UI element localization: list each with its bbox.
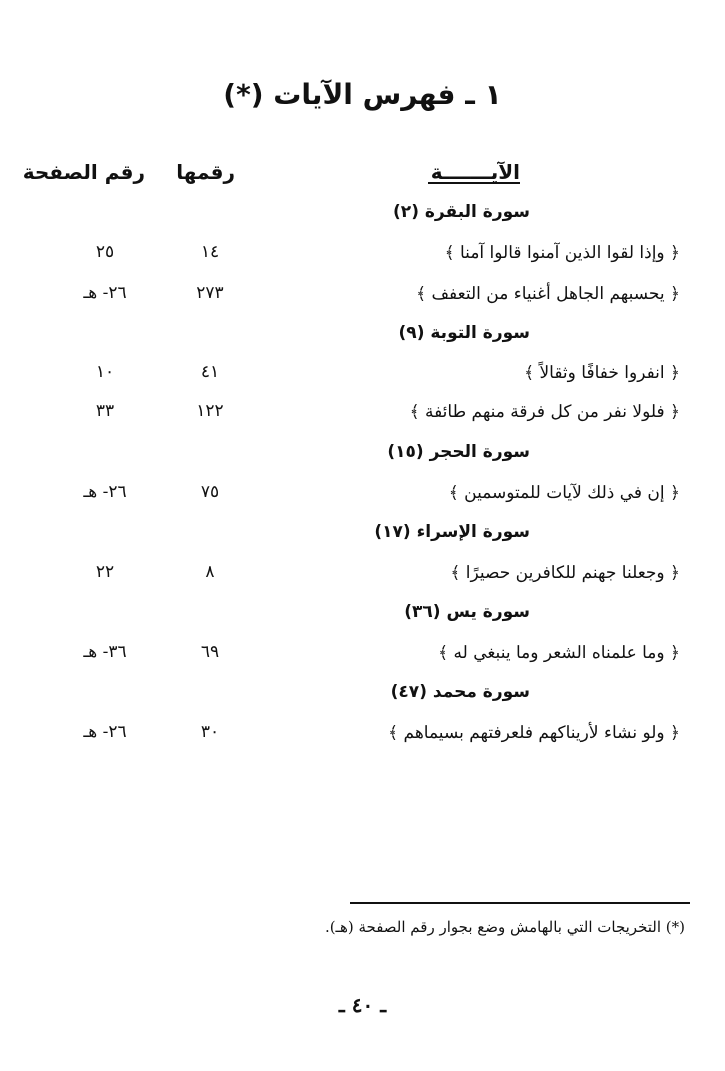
footnote: (*) التخريجات التي بالهامش وضع بجوار رقم الصفحة (هـ). xyxy=(324,918,685,936)
table-row xyxy=(0,642,725,672)
surah-heading xyxy=(0,602,725,632)
table-row xyxy=(0,722,725,752)
page-ref: ٣٣ xyxy=(95,401,115,421)
surah-heading xyxy=(0,682,725,712)
page-ref: ٢٥ xyxy=(95,242,115,262)
page-ref: ١٠ xyxy=(95,362,115,382)
table-row xyxy=(0,362,725,392)
page-number: ـ ٤٠ ـ xyxy=(338,993,387,1017)
ayah-number: ١٢٢ xyxy=(196,401,224,421)
ayah-text: ﴿ إن في ذلك لآيات للمتوسمين ﴾ xyxy=(448,483,680,503)
ayah-number: ١٤ xyxy=(200,242,220,262)
surah-name: سورة التوبة (٩) xyxy=(398,323,530,343)
ayah-text: ﴿ ولو نشاء لأريناكهم فلعرفتهم بسيماهم ﴾ xyxy=(388,723,680,743)
header-underline xyxy=(428,182,520,184)
ayah-text: ﴿ انفروا خفافًا وثقالاً ﴾ xyxy=(524,363,680,383)
table-row xyxy=(0,482,725,512)
ayah-text: ﴿ فلولا نفر من كل فرقة منهم طائفة ﴾ xyxy=(409,402,680,422)
column-header-page: رقم الصفحة xyxy=(22,160,145,184)
page-ref: ٣٦- هـ xyxy=(83,642,127,662)
ayah-text: ﴿ وما علمناه الشعر وما ينبغي له ﴾ xyxy=(438,643,680,663)
ayah-text: ﴿ وجعلنا جهنم للكافرين حصيرًا ﴾ xyxy=(450,563,680,583)
footnote-divider xyxy=(350,902,690,904)
surah-heading xyxy=(0,202,725,232)
ayah-text: ﴿ وإذا لقوا الذين آمنوا قالوا آمنا ﴾ xyxy=(444,243,680,263)
surah-name: سورة محمد (٤٧) xyxy=(390,682,530,702)
ayah-text: ﴿ يحسبهم الجاهل أغنياء من التعفف ﴾ xyxy=(416,284,680,304)
table-row xyxy=(0,242,725,272)
ayah-number: ٢٧٣ xyxy=(196,283,224,303)
ayah-number: ٦٩ xyxy=(200,642,220,662)
surah-name: سورة يس (٣٦) xyxy=(404,602,530,622)
surah-name: سورة الإسراء (١٧) xyxy=(374,522,530,542)
page-ref: ٢٦- هـ xyxy=(83,482,127,502)
column-header-number: رقمها xyxy=(176,160,235,184)
ayah-number: ٧٥ xyxy=(200,482,220,502)
table-row xyxy=(0,562,725,592)
surah-heading xyxy=(0,323,725,353)
ayah-number: ٣٠ xyxy=(200,722,220,742)
page-ref: ٢٦- هـ xyxy=(83,283,127,303)
page-title: ١ ـ فهرس الآيات (*) xyxy=(223,78,502,111)
page-ref: ٢٦- هـ xyxy=(83,722,127,742)
surah-heading xyxy=(0,522,725,552)
table-row xyxy=(0,283,725,313)
page-ref: ٢٢ xyxy=(95,562,115,582)
surah-name: سورة البقرة (٢) xyxy=(393,202,530,222)
surah-name: سورة الحجر (١٥) xyxy=(387,442,530,462)
column-header-ayah: الآيـــــــة xyxy=(430,160,520,184)
ayah-number: ٨ xyxy=(205,562,215,582)
table-row xyxy=(0,401,725,431)
ayah-number: ٤١ xyxy=(200,362,220,382)
surah-heading xyxy=(0,442,725,472)
